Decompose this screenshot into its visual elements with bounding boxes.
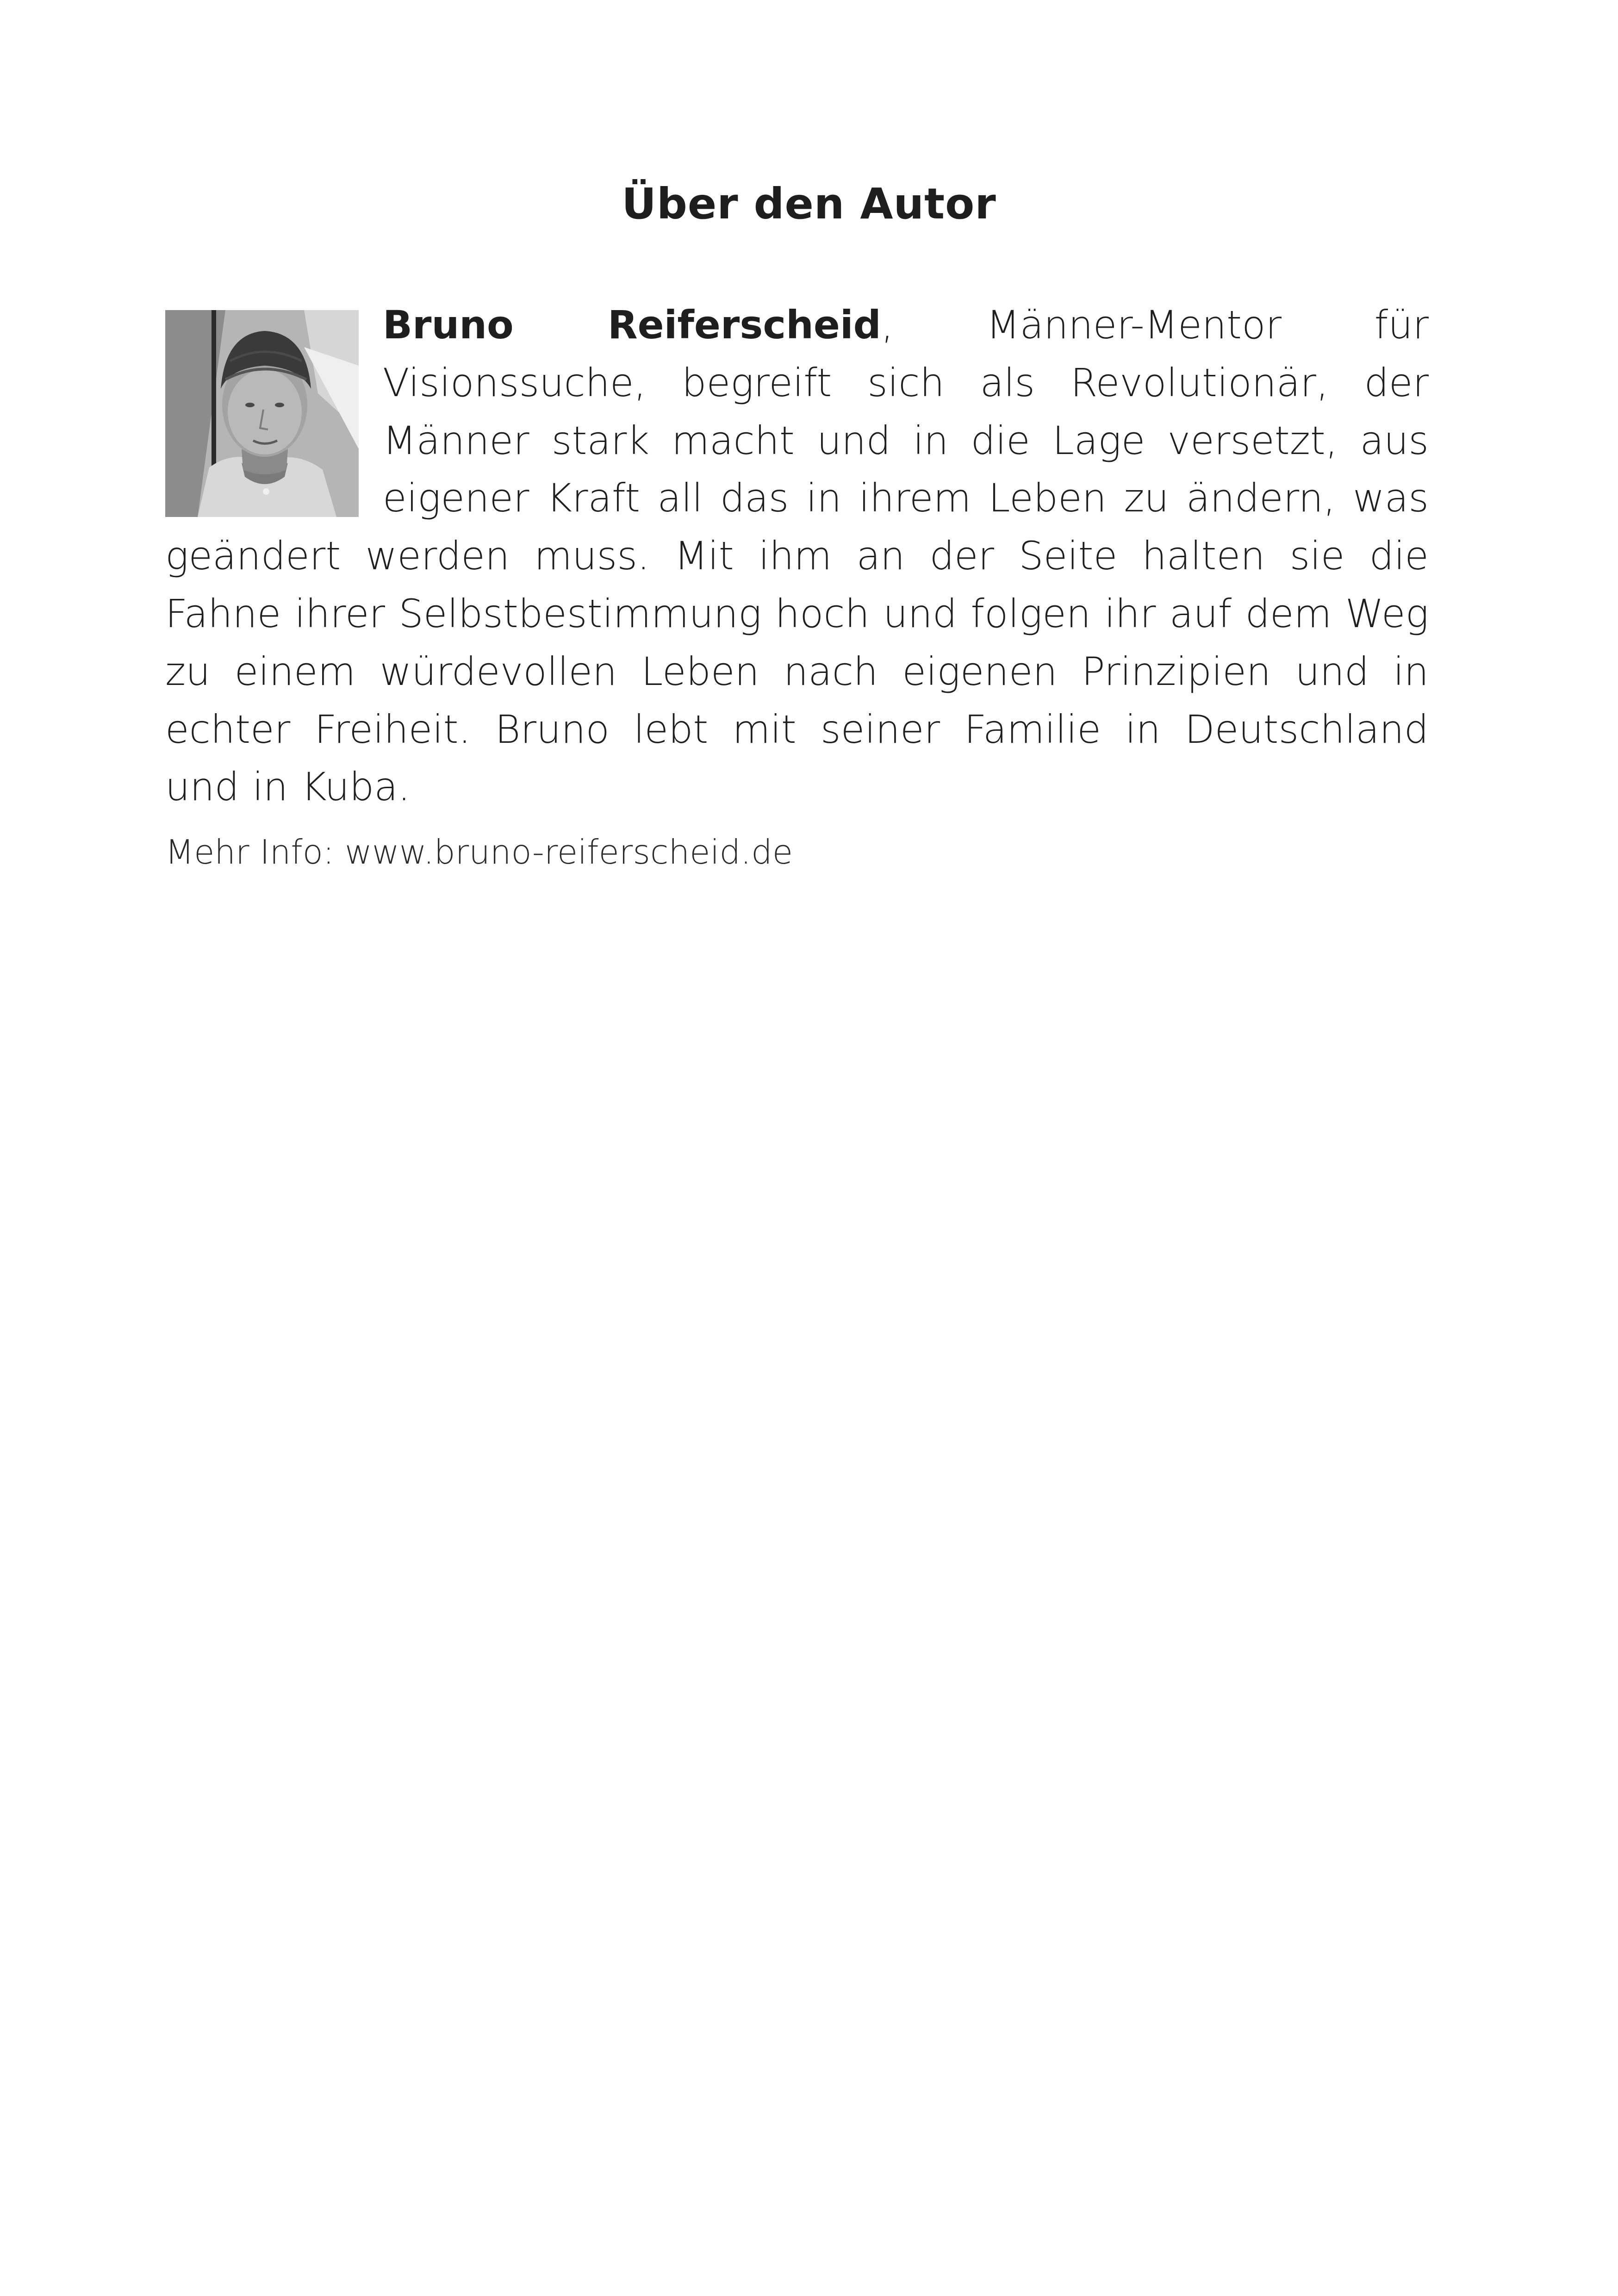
author-bio: [165, 296, 1429, 816]
author-photo: [165, 310, 359, 517]
page-title: Über den Autor: [622, 179, 996, 229]
author-name: Bruno Reiferscheid: [383, 302, 881, 348]
more-info-link: Mehr Info: www.bruno-reiferscheid.de: [165, 833, 793, 871]
bio-text: , Männer-Mentor für Visionssuche, begreift sich als Revolutionär, der Männer stark macht und in die Lage versetzt, aus eigener Kraft all das in ihrem Leben zu ändern, was geändert werden muss. Mit ihm an der Seite halten sie die Fahne ihrer Selbstbestimmung hoch und folgen ihr auf dem Weg zu einem würdevollen Leben nach eigenen Prinzipien und in echter Freiheit. Bruno lebt mit seiner Familie in Deutschland und in Kuba.: [165, 302, 1429, 810]
